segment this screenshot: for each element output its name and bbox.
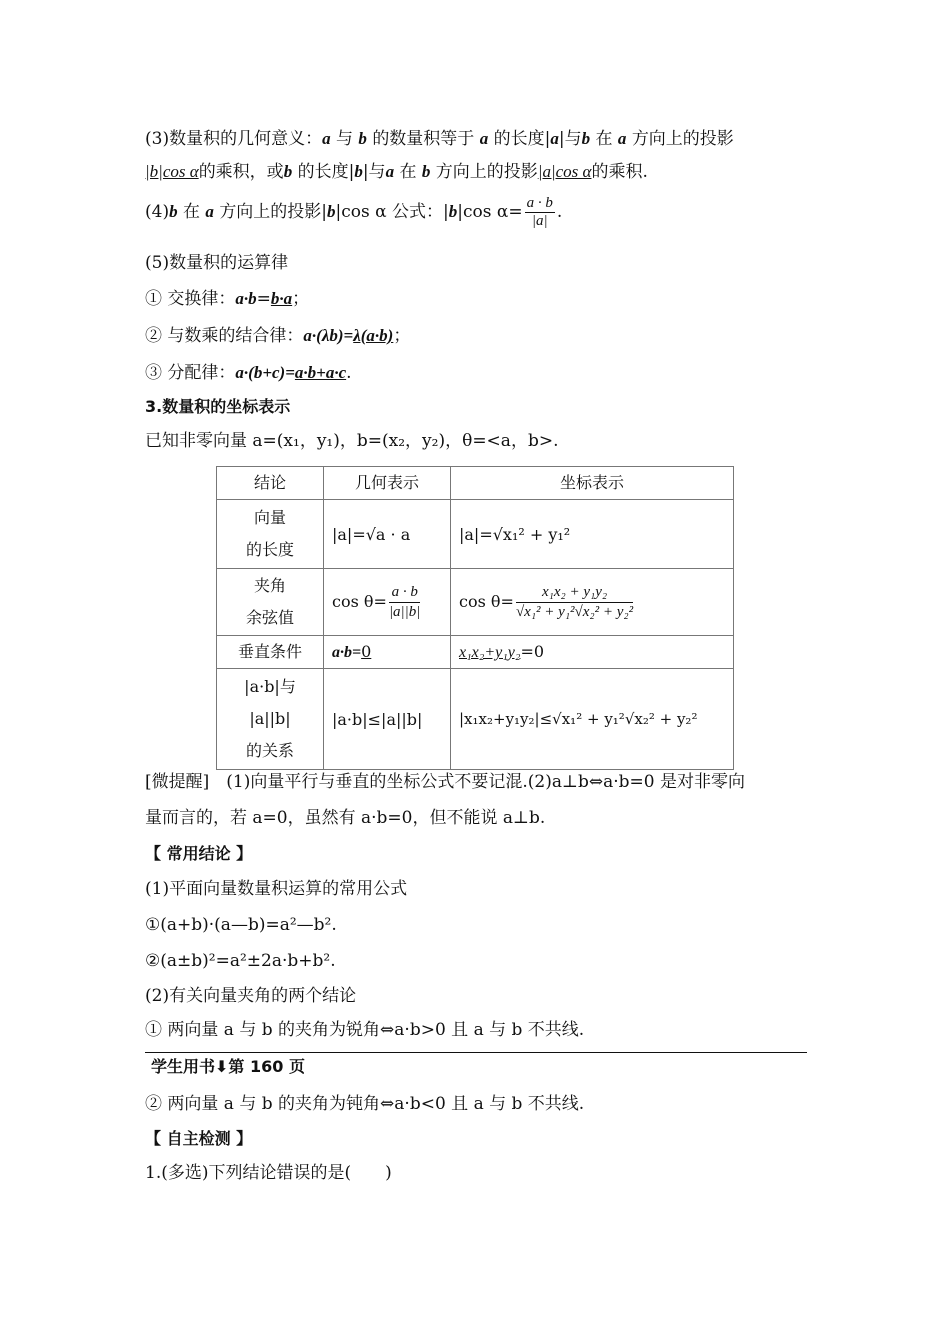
section-3-title: 3.数量积的坐标表示: [145, 397, 291, 416]
question-1: 1.(多选)下列结论错误的是( ): [145, 1163, 392, 1183]
formula-1: ①(a+b)·(a—b)=a²—b².: [145, 915, 337, 935]
table-header-row: 结论 几何表示 坐标表示: [217, 467, 734, 500]
table-row: 夹角 余弦值 cos θ= $\frac{a \cdot b}{|a||b|}$ cos θ= $\frac{\text{x₁x₂ + y₁y₂}}{\text{√x₁² + y₁²√x₂² + y₂²}}$: [217, 569, 734, 636]
formula-2: ②(a±b)²=a²±2a·b+b².: [145, 951, 336, 971]
conclusion-acute: ① 两向量 a 与 b 的夹角为锐角⇔a·b>0 且 a 与 b 不共线.: [145, 1020, 585, 1040]
p3-lead: (3)数量积的几何意义：: [145, 129, 323, 149]
common-2: (2)有关向量夹角的两个结论: [145, 986, 357, 1006]
law-associative: ② 与数乘的结合律：a·(λb)=λ(a·b)；: [145, 326, 411, 346]
page-divider: [145, 1052, 807, 1053]
p4-line: (4)b 在 a 方向上的投影|b|cos α 公式：|b|cos α= $\frac{a \cdot b}{|a|}$ .: [145, 195, 563, 229]
tip-line2: 量而言的，若 a=0，虽然有 a·b=0，但不能说 a⊥b.: [145, 808, 546, 828]
common-conclusions-title: 【 常用结论 】: [145, 844, 253, 863]
projection-b: |b|cos α: [145, 162, 199, 181]
coordinate-table: [216, 466, 734, 770]
book-page-marker: 学生用书⬇第 160 页: [151, 1057, 305, 1076]
common-1: (1)平面向量数量积运算的常用公式: [145, 879, 408, 899]
p5-title: (5)数量积的运算律: [145, 253, 289, 273]
table-row: 向量 的长度 |a|=√a · a |a|=√x₁² + y₁²: [217, 500, 734, 569]
conclusion-obtuse: ② 两向量 a 与 b 的夹角为钝角⇔a·b<0 且 a 与 b 不共线.: [145, 1094, 585, 1114]
law-distributive: ③ 分配律：a·(b+c)=a·b+a·c.: [145, 363, 352, 383]
tip-line1: [微提醒] (1)向量平行与垂直的坐标公式不要记混.(2)a⊥b⇔a·b=0 是对非零向: [145, 772, 745, 792]
table-row: 垂直条件 a·b=0 x₁x₂+y₁y₂=0: [217, 636, 734, 669]
projection-fraction: $\frac{a \cdot b}{|a|}$: [526, 195, 553, 229]
projection-a: |a|cos α: [537, 162, 592, 181]
law-commutative: ① 交换律：a·b=b·a；: [145, 289, 310, 309]
p3-line1: (3)数量积的几何意义：a 与 b 的数量积等于 a 的长度|a|与b 在 a 方向上的投影: [145, 129, 734, 149]
given-vectors: 已知非零向量 a=(x₁，y₁)，b=(x₂，y₂)，θ=<a，b>.: [145, 431, 559, 451]
p3-line2: |b|cos α的乘积，或b 的长度|b|与a 在 b 方向上的投影|a|cos α的乘积.: [145, 162, 648, 182]
self-check-title: 【 自主检测 】: [145, 1129, 253, 1148]
table-row: |a·b|与 |a||b| 的关系 |a·b|≤|a||b| |x₁x₂+y₁y₂|≤√x₁² + y₁²√x₂² + y₂²: [217, 669, 734, 770]
